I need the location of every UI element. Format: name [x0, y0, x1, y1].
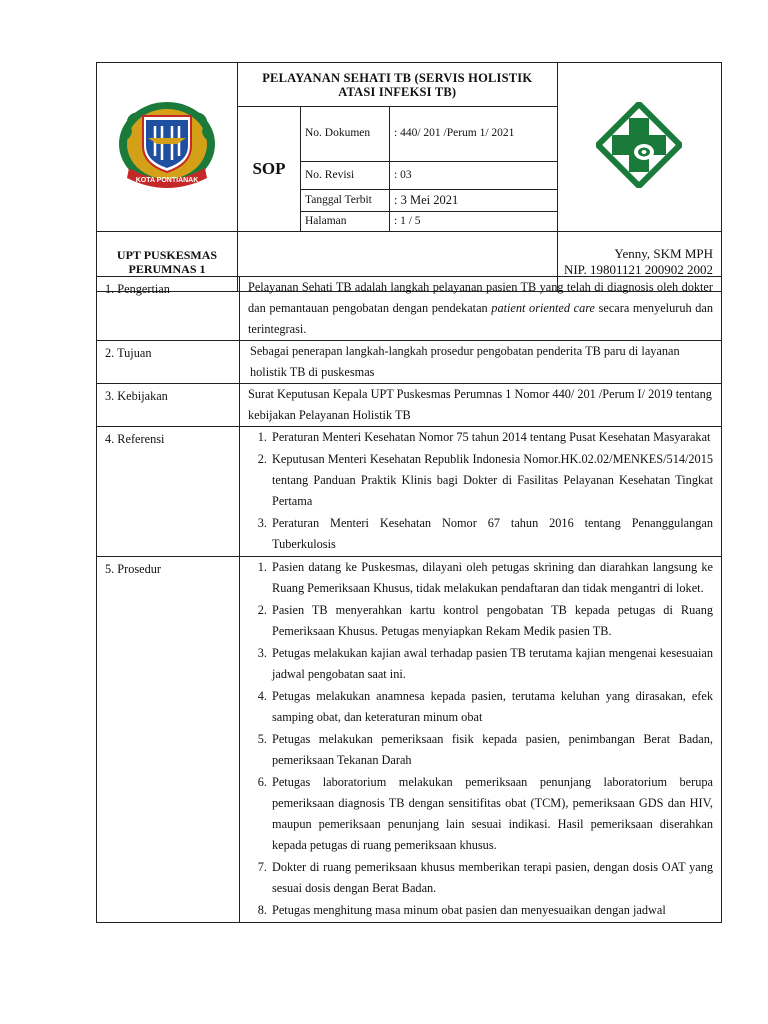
label-referensi: 4. Referensi — [97, 427, 240, 557]
prosedur-step: 1. Pasien datang ke Puskesmas, dilayani oleh petugas skrining dan diarahkan langsung ke Ruang Pemeriksaan Khusus, tidak melakukan pendaftaran dan tidak mengantri di loket. — [270, 557, 713, 599]
row-pengertian — [97, 277, 722, 341]
document-meta — [301, 107, 558, 232]
pengertian-text-italic: patient oriented care — [491, 301, 596, 315]
meta-value-tanggal: : 3 Mei 2021 — [390, 189, 557, 211]
prosedur-step: 7. Dokter di ruang pemeriksaan khusus memberikan terapi pasien, dengan dosis OAT yang sesuai dosis dengan Berat Badan. — [270, 857, 713, 899]
referensi-item: 1. Peraturan Menteri Kesehatan Nomor 75 tahun 2014 tentang Pusat Kesehatan Masyarakat — [270, 427, 713, 448]
meta-label-dokumen: No. Dokumen — [301, 107, 390, 161]
referensi-item: 3. Peraturan Menteri Kesehatan Nomor 67 tahun 2016 tentang Penanggulangan Tuberkulosis — [270, 513, 713, 555]
meta-label-halaman: Halaman — [301, 211, 390, 231]
pengertian-text-after: secara menyeluruh dan terintegrasi. — [248, 301, 713, 336]
row-tujuan — [97, 341, 722, 384]
content-pengertian — [240, 277, 722, 341]
svg-text:KOTA PONTIANAK: KOTA PONTIANAK — [135, 177, 199, 184]
label-pengertian: 1. Pengertian — [97, 277, 240, 341]
document-title: PELAYANAN SEHATI TB (SERVIS HOLISTIK ATASI INFEKSI TB) — [238, 63, 558, 107]
prosedur-step: 6. Petugas laboratorium melakukan pemeriksaan penunjang laboratorium berupa pemeriksaan diagnosis TB dengan sensitifitas obat (TCM), pemeriksaan GDS dan HIV, maupun pemeriksaan penunjang lain sesuai indikasi. Hasil pemeriksaan diserahkan kepada petugas di ruang pemeriksaan khusus. — [270, 772, 713, 856]
kota-pontianak-logo-icon — [115, 98, 219, 192]
referensi-item: 2. Keputusan Menteri Kesehatan Republik Indonesia Nomor.HK.02.02/MENKES/514/2015 tentang Panduan Praktik Klinis bagi Dokter di Fasilitas Pelayanan Kesehatan Tingkat Pertama — [270, 449, 713, 512]
sop-label: SOP — [238, 107, 301, 232]
label-tujuan: 2. Tujuan — [97, 341, 240, 384]
row-kebijakan — [97, 384, 722, 427]
pengertian-text-before: Pelayanan Sehati TB adalah langkah pelayanan pasien TB yang telah di diagnosis oleh dokter dan pemantauan pengobatan dengan pendekatan — [248, 280, 713, 315]
label-prosedur: 5. Prosedur — [97, 557, 240, 923]
sop-body-table — [96, 276, 722, 923]
meta-label-tanggal: Tanggal Terbit — [301, 189, 390, 211]
prosedur-step: 8. Petugas menghitung masa minum obat pasien dan menyesuaikan dengan jadwal — [270, 900, 713, 921]
signer-nip: NIP. 19801121 200902 2002 — [563, 261, 713, 277]
row-referensi — [97, 427, 722, 557]
puskesmas-cross-logo-icon — [596, 102, 682, 188]
content-referensi — [240, 427, 722, 557]
logo-cell — [97, 63, 238, 232]
meta-value-halaman: : 1 / 5 — [390, 211, 557, 231]
content-kebijakan: Surat Keputusan Kepala UPT Puskesmas Perumnas 1 Nomor 440/ 201 /Perum I/ 2019 tentang kebijakan Pelayanan Holistik TB — [240, 384, 722, 427]
prosedur-step: 2. Pasien TB menyerahkan kartu kontrol pengobatan TB kepada petugas di Ruang Pemeriksaan Khusus. Petugas menyiapkan Rekam Medik pasien TB. — [270, 600, 713, 642]
meta-value-revisi: : 03 — [390, 161, 557, 189]
meta-label-revisi: No. Revisi — [301, 161, 390, 189]
org-name-line2: PERUMNAS 1 — [128, 261, 206, 276]
org-name-line1: UPT PUSKESMAS — [116, 247, 218, 262]
sop-header-table — [96, 62, 722, 292]
prosedur-step: 5. Petugas melakukan pemeriksaan fisik kepada pasien, penimbangan Berat Badan, pemeriksaan Tekanan Darah — [270, 729, 713, 771]
health-logo-cell — [557, 63, 722, 232]
signer-name: Yenny, SKM MPH — [614, 245, 713, 261]
label-kebijakan: 3. Kebijakan — [97, 384, 240, 427]
prosedur-step: 4. Petugas melakukan anamnesa kepada pasien, terutama keluhan yang dirasakan, efek samping obat, dan keteraturan minum obat — [270, 686, 713, 728]
meta-value-dokumen: : 440/ 201 /Perum 1/ 2021 — [390, 107, 557, 161]
row-prosedur — [97, 557, 722, 923]
content-tujuan: Sebagai penerapan langkah-langkah prosedur pengobatan penderita TB paru di layanan holistik TB di puskesmas — [240, 341, 722, 384]
content-prosedur — [240, 557, 722, 923]
prosedur-step: 3. Petugas melakukan kajian awal terhadap pasien TB terutama kajian mengenai kesesuaian jadwal pengobatan saat ini. — [270, 643, 713, 685]
